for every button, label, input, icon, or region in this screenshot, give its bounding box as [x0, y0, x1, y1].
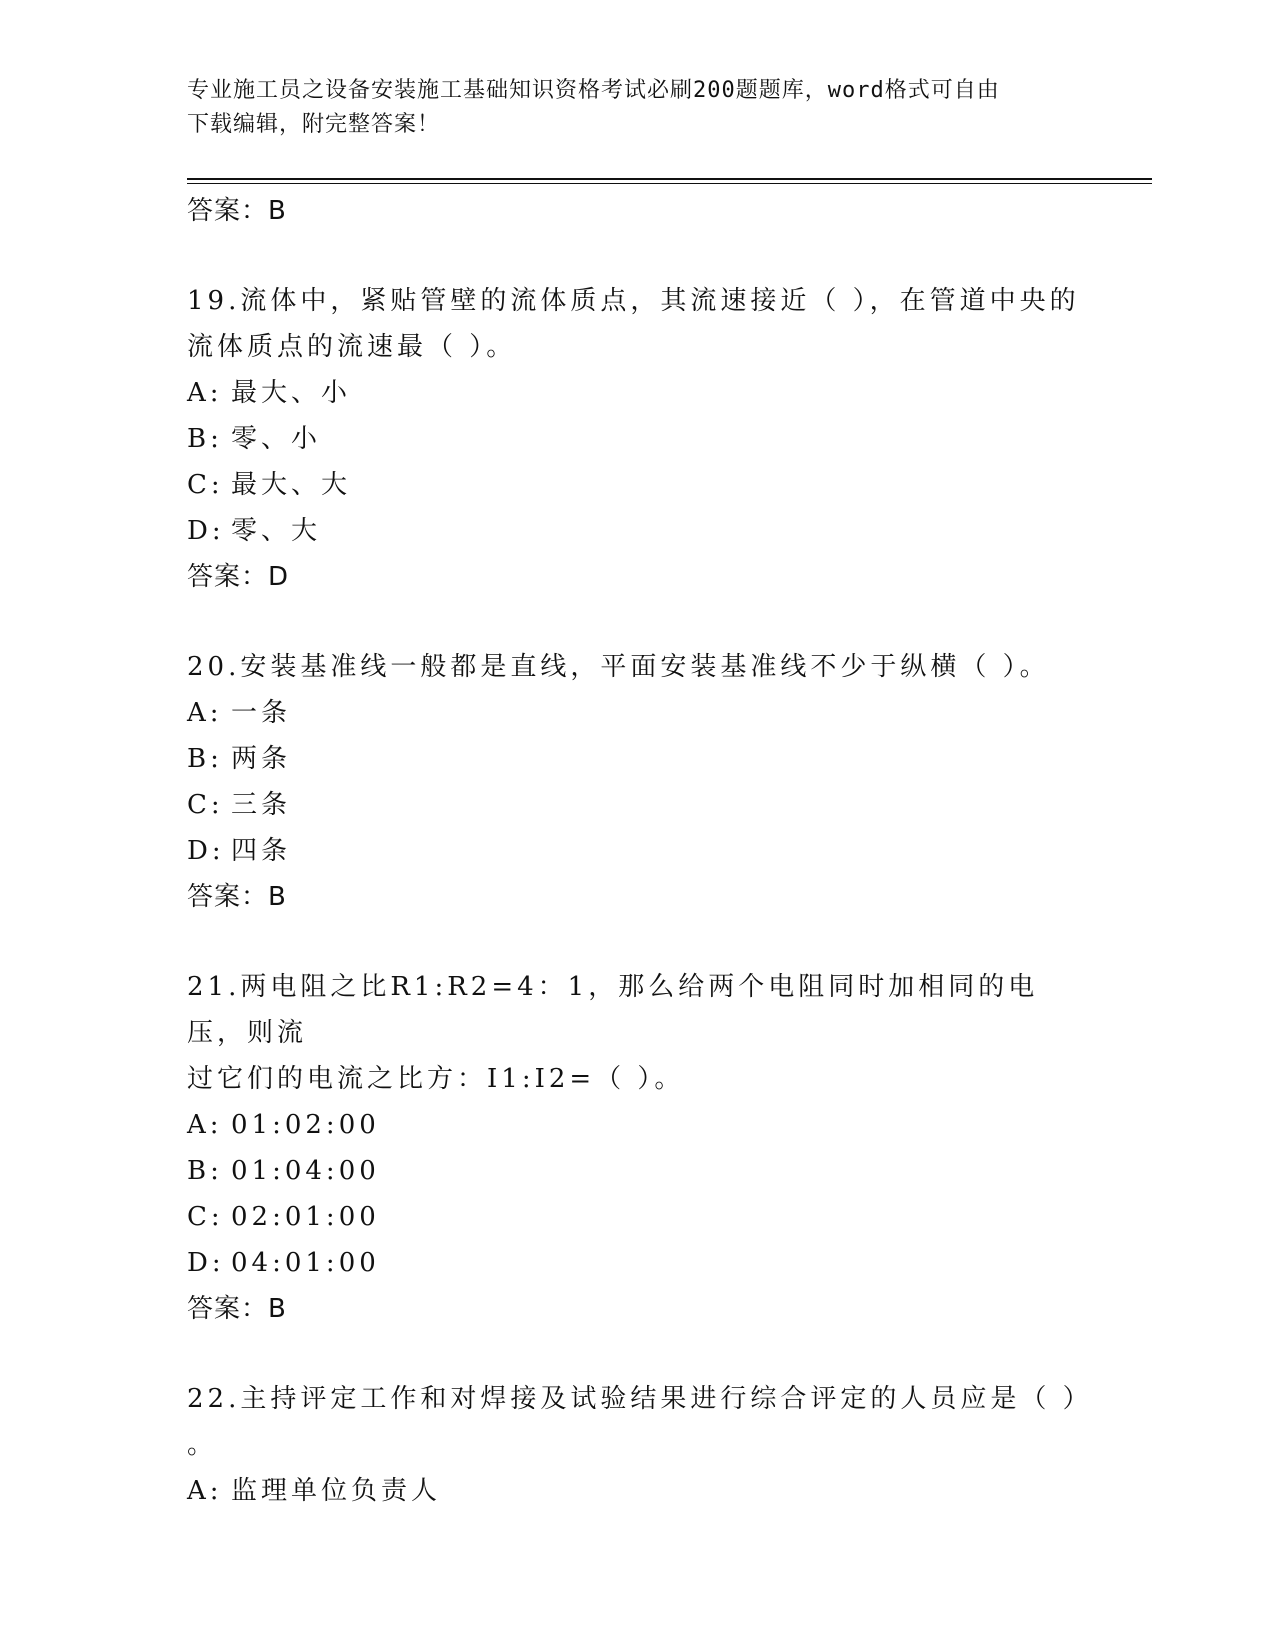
answer: 答案：B — [187, 882, 287, 912]
option-text: 最大、小 — [231, 378, 352, 408]
option-text: 三条 — [231, 790, 292, 820]
option-text: 两条 — [231, 744, 292, 774]
option-letter: A: — [187, 1476, 223, 1506]
question-text-line: 21.两电阻之比R1:R2=4：1，那么给两个电阻同时加相同的电压，则流 — [187, 972, 1039, 1048]
option-text: 一条 — [231, 698, 292, 728]
option-d — [187, 508, 1087, 554]
question-text-line: 20.安装基准线一般都是直线，平面安装基准线不少于纵横（ ）。 — [187, 652, 1050, 682]
document-body — [187, 188, 1093, 1514]
option-letter: A: — [187, 378, 223, 408]
option-letter: B: — [187, 744, 223, 774]
option-letter: C: — [187, 470, 224, 500]
question-21 — [187, 964, 1087, 1332]
answer: 答案：D — [187, 562, 290, 592]
option-text: 监理单位负责人 — [231, 1476, 442, 1506]
option-letter: C: — [187, 1202, 224, 1232]
question-22 — [187, 1376, 1093, 1514]
option-letter: D: — [187, 1248, 225, 1278]
option-c — [187, 462, 1087, 508]
option-letter: C: — [187, 790, 224, 820]
question-text — [187, 278, 1087, 370]
question-text-line: 19.流体中，紧贴管壁的流体质点，其流速接近（ ），在管道中央的 — [187, 286, 1080, 316]
question-19 — [187, 278, 1087, 600]
question-text-line: 。 — [187, 1430, 218, 1460]
option-letter: D: — [187, 516, 225, 546]
option-letter: D: — [187, 836, 225, 866]
header-rule-thin — [187, 183, 1152, 184]
header-line-2: 下载编辑，附完整答案！ — [187, 112, 441, 137]
option-a — [187, 370, 1087, 416]
option-a — [187, 1468, 1087, 1514]
option-text: 01:02:00 — [231, 1110, 380, 1140]
option-d — [187, 828, 1087, 874]
document-header — [187, 74, 1087, 142]
question-20 — [187, 644, 1087, 920]
option-letter: B: — [187, 1156, 223, 1186]
header-line-1: 专业施工员之设备安装施工基础知识资格考试必刷200题题库，word格式可自由 — [187, 78, 1000, 103]
option-a — [187, 690, 1087, 736]
option-d — [187, 1240, 1087, 1286]
option-text: 零、小 — [231, 424, 322, 454]
option-b — [187, 1148, 1087, 1194]
option-c — [187, 782, 1087, 828]
option-c — [187, 1194, 1087, 1240]
question-text — [187, 964, 1087, 1102]
header-rule-thick — [187, 178, 1152, 180]
question-text — [187, 1376, 1093, 1468]
option-text: 零、大 — [231, 516, 322, 546]
answer: 答案：B — [187, 1294, 287, 1324]
question-text-line: 过它们的电流之比方：I1:I2=（ ）。 — [187, 1064, 685, 1094]
option-text: 四条 — [231, 836, 292, 866]
option-letter: B: — [187, 424, 223, 454]
option-b — [187, 736, 1087, 782]
option-text: 04:01:00 — [231, 1248, 380, 1278]
answer-previous: 答案：B — [187, 196, 287, 226]
option-b — [187, 416, 1087, 462]
option-letter: A: — [187, 698, 223, 728]
option-text: 最大、大 — [231, 470, 352, 500]
question-text — [187, 644, 1087, 690]
question-text-line: 22.主持评定工作和对焊接及试验结果进行综合评定的人员应是（ ） — [187, 1384, 1093, 1414]
option-a — [187, 1102, 1087, 1148]
option-letter: A: — [187, 1110, 223, 1140]
question-text-line: 流体质点的流速最（ ）。 — [187, 332, 517, 362]
option-text: 02:01:00 — [231, 1202, 380, 1232]
option-text: 01:04:00 — [231, 1156, 380, 1186]
